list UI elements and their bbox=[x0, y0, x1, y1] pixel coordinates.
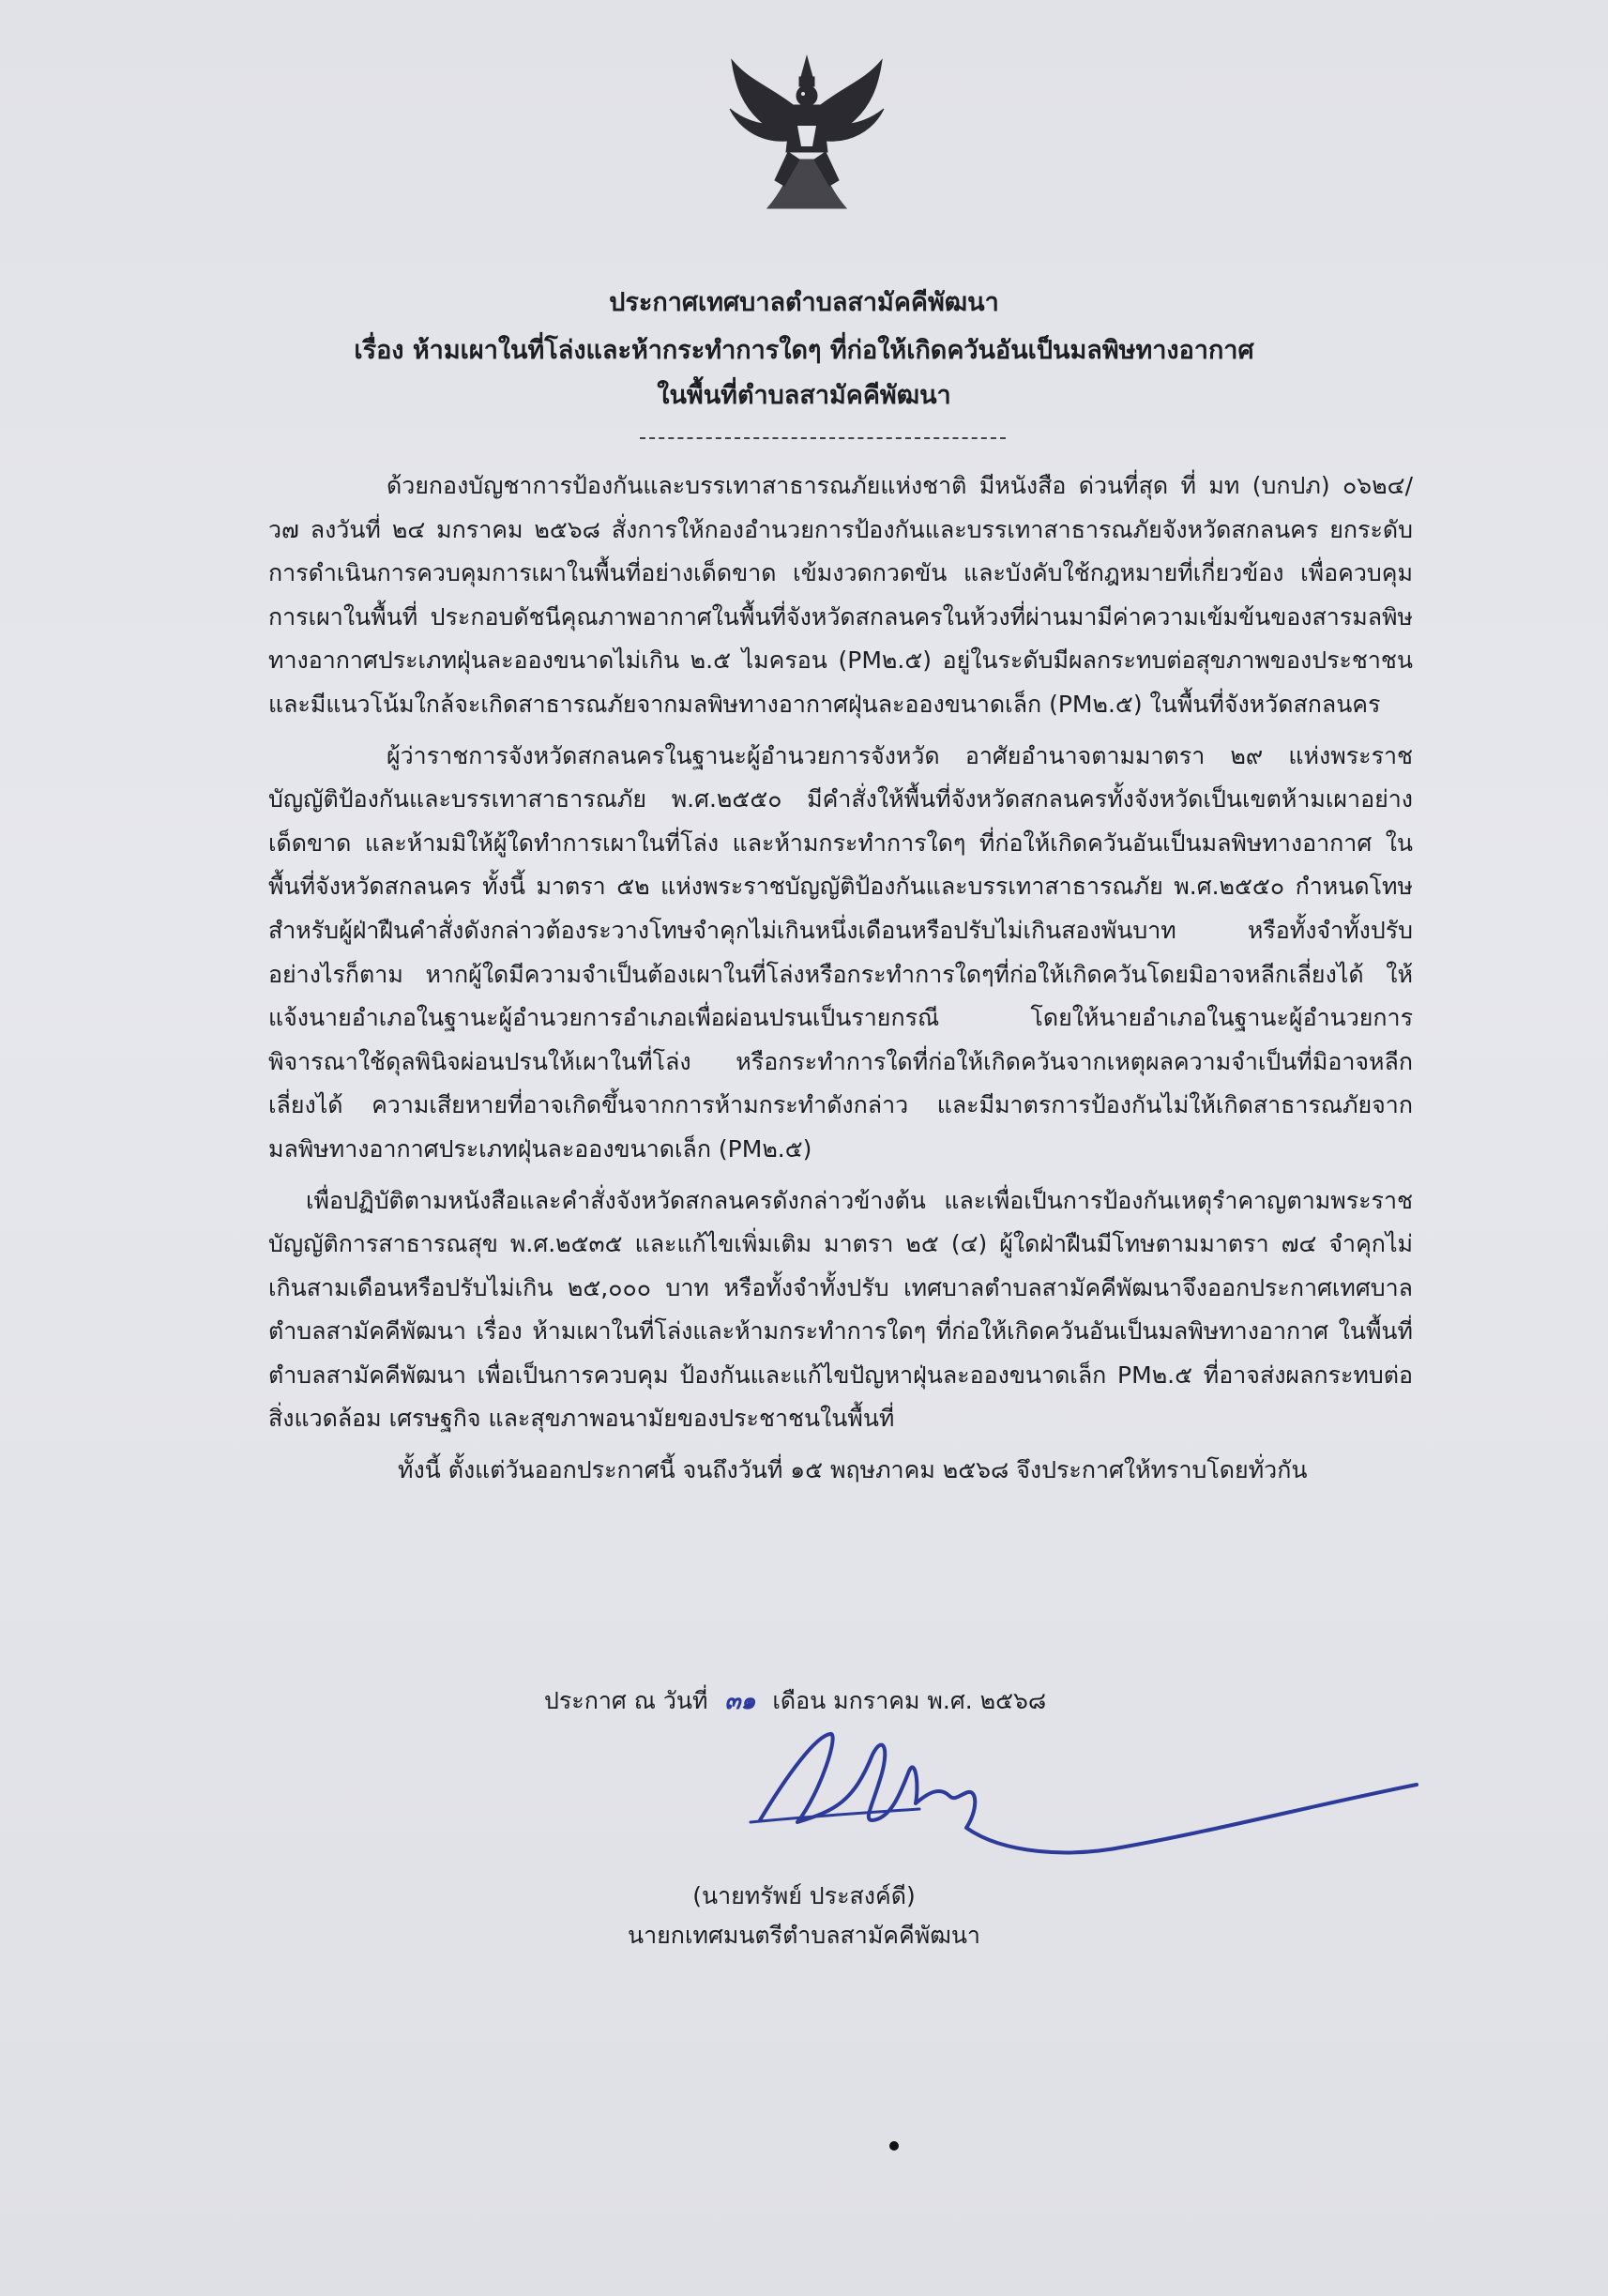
body-paragraph-3: เพื่อปฏิบัติตามหนังสือและคำสั่งจังหวัดสกลนครดังกล่าวข้างต้น และเพื่อเป็นการป้องกันเหตุรำคาญตามพระราชบัญญัติการสาธารณสุข พ.ศ.๒๕๓๕ และแก้ไขเพิ่มเติม มาตรา ๒๕ (๔) ผู้ใดฝ่าฝืนมีโทษตามมาตรา ๗๔ จำคุกไม่เกินสามเดือนหรือปรับไม่เกิน ๒๕,๐๐๐ บาท หรือทั้งจำทั้งปรับ เทศบาลตำบลสามัคคีพัฒนาจึงออกประกาศเทศบาลตำบลสามัคคีพัฒนา เรื่อง ห้ามเผาในที่โล่งและห้ามกระทำการใดๆ ที่ก่อให้เกิดควันอันเป็นมลพิษทางอากาศ ในพื้นที่ตำบลสามัคคีพัฒนา เพื่อเป็นการควบคุม ป้องกันและแก้ไขปัญหาฝุ่นละอองขนาดเล็ก PM๒.๕ ที่อาจส่งผลกระทบต่อสิ่งแวดล้อม เศรษฐกิจ และสุขภาพอนามัยของประชาชนในพื้นที่ bbox=[268, 1186, 1413, 1433]
garuda-emblem-icon bbox=[722, 49, 891, 218]
page-dot bbox=[889, 2141, 899, 2151]
announcement-area: ในพื้นที่ตำบลสามัคคีพัฒนา bbox=[657, 381, 951, 410]
signer-name: (นายทรัพย์ ประสงค์ดี) bbox=[692, 1882, 916, 1909]
announcement-date bbox=[544, 1682, 1046, 1720]
announcement-body bbox=[268, 464, 1413, 1493]
announcement-subject: เรื่อง ห้ามเผาในที่โล่งและห้ากระทำการใดๆ ที่ก่อให้เกิดควันอันเป็นมลพิษทางอากาศ bbox=[354, 336, 1254, 365]
body-paragraph-2: ผู้ว่าราชการจังหวัดสกลนครในฐานะผู้อำนวยการจังหวัด อาศัยอำนาจตามมาตรา ๒๙ แห่งพระราชบัญญัติป้องกันและบรรเทาสาธารณภัย พ.ศ.๒๕๕๐ มีคำสั่งให้พื้นที่จังหวัดสกลนครทั้งจังหวัดเป็นเขตห้ามเผาอย่างเด็ดขาด และห้ามมิให้ผู้ใดทำการเผาในที่โล่ง และห้ามกระทำการใดๆ ที่ก่อให้เกิดควันอันเป็นมลพิษทางอากาศ ในพื้นที่จังหวัดสกลนคร ทั้งนี้ มาตรา ๕๒ แห่งพระราชบัญญัติป้องกันและบรรเทาสาธารณภัย พ.ศ.๒๕๕๐ กำหนดโทษสำหรับผู้ฝ่าฝืนคำสั่งดังกล่าวต้องระวางโทษจำคุกไม่เกินหนึ่งเดือนหรือปรับไม่เกินสองพันบาท หรือทั้งจำทั้งปรับ อย่างไรก็ตาม หากผู้ใดมีความจำเป็นต้องเผาในที่โล่งหรือกระทำการใดๆที่ก่อให้เกิดควันโดยมิอาจหลีกเลี่ยงได้ ให้แจ้งนายอำเภอในฐานะผู้อำนวยการอำเภอเพื่อผ่อนปรนเป็นรายกรณี โดยให้นายอำเภอในฐานะผู้อำนวยการพิจารณาใช้ดุลพินิจผ่อนปรนให้เผาในที่โล่ง หรือกระทำการใดที่ก่อให้เกิดควันจากเหตุผลความจำเป็นที่มิอาจหลีกเลี่ยงได้ ความเสียหายที่อาจเกิดขึ้นจากการห้ามกระทำดังกล่าว และมีมาตรการป้องกันไม่ให้เกิดสาธารณภัยจากมลพิษทางอากาศประเภทฝุ่นละอองขนาดเล็ก (PM๒.๕) bbox=[268, 741, 1413, 1163]
body-paragraph-4: ทั้งนี้ ตั้งแต่วันออกประกาศนี้ จนถึงวันที่ ๑๕ พฤษภาคม ๒๕๖๘ จึงประกาศให้ทราบโดยทั่วกัน bbox=[398, 1456, 1308, 1484]
date-suffix: เดือน มกราคม พ.ศ. ๒๕๖๘ bbox=[772, 1687, 1047, 1714]
title-divider bbox=[640, 437, 1006, 439]
date-prefix: ประกาศ ณ วันที่ bbox=[544, 1687, 708, 1714]
announcement-title: ประกาศเทศบาลตำบลสามัคคีพัฒนา bbox=[609, 288, 999, 317]
signer-position: นายกเทศมนตรีตำบลสามัคคีพัฒนา bbox=[628, 1922, 980, 1949]
date-day-handwritten: ๓๑ bbox=[724, 1687, 756, 1714]
handwritten-signature bbox=[732, 1717, 1426, 1867]
body-paragraph-1: ด้วยกองบัญชาการป้องกันและบรรเทาสาธารณภัยแห่งชาติ มีหนังสือ ด่วนที่สุด ที่ มท (บกปภ) ๐๖๒๔/ว๗ ลงวันที่ ๒๔ มกราคม ๒๕๖๘ สั่งการให้กองอำนวยการป้องกันและบรรเทาสาธารณภัยจังหวัดสกลนคร ยกระดับการดำเนินการควบคุมการเผาในพื้นที่อย่างเด็ดขาด เข้มงวดกวดขัน และบังคับใช้กฎหมายที่เกี่ยวข้อง เพื่อควบคุมการเผาในพื้นที่ ประกอบดัชนีคุณภาพอากาศในพื้นที่จังหวัดสกลนครในห้วงที่ผ่านมามีค่าความเข้มข้นของสารมลพิษทางอากาศประเภทฝุ่นละอองขนาดไม่เกิน ๒.๕ ไมครอน (PM๒.๕) อยู่ในระดับมีผลกระทบต่อสุขภาพของประชาชน และมีแนวโน้มใกล้จะเกิดสาธารณภัยจากมลพิษทางอากาศฝุ่นละอองขนาดเล็ก (PM๒.๕) ในพื้นที่จังหวัดสกลนคร bbox=[268, 472, 1413, 718]
